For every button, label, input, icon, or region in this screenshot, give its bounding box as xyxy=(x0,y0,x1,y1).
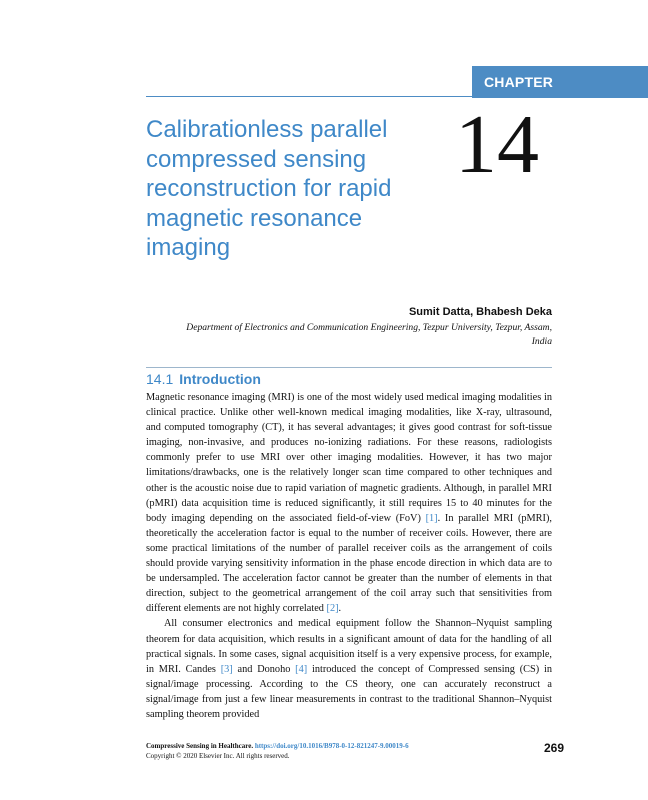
section-heading xyxy=(146,371,261,387)
section-rule xyxy=(146,367,552,368)
paragraph-2 xyxy=(146,616,552,722)
book-title: Compressive Sensing in Healthcare. xyxy=(146,742,254,750)
authors: Sumit Datta, Bhabesh Deka xyxy=(408,306,552,318)
page-footer xyxy=(146,742,426,761)
page-number: 269 xyxy=(543,741,564,755)
chapter-header-rule xyxy=(146,96,648,97)
citation-link[interactable]: [1] xyxy=(425,512,438,524)
citation-link[interactable]: [2] xyxy=(326,603,339,615)
citation-link[interactable]: [4] xyxy=(295,663,308,675)
paragraph-1 xyxy=(146,390,552,616)
paragraph-1-text-b: . In parallel MRI (pMRI), theoretically the acceleration factor is equal to the number of receiver coils. However, there are some practical limitations of the number of parallel receiver coils as the arrangement of coils should provide varying sensitivity information in the phase encode direction in which data are to be undersampled. The acceleration factor cannot be greater than the number of elements in that direction, subject to the geometrical arrangement of the coil array such that sensitivities from different elements are not highly correlated xyxy=(146,512,552,615)
paragraph-2-text-c: introduced the concept of Compressed sensing (CS) in signal/image processing. According to the CS theory, one can accurately reconstruct a signal/image from just a few linear measurements in contrast to the traditional Shannon–Nyquist sampling theorem provided xyxy=(146,663,552,720)
chapter-number: 14 xyxy=(455,98,539,191)
paragraph-1-text-c: . xyxy=(338,603,342,615)
section-title: Introduction xyxy=(179,371,261,387)
footer-source xyxy=(146,742,426,752)
paragraph-2-text-b: and Donoho xyxy=(232,663,296,675)
doi-link[interactable]: https://doi.org/10.1016/B978-0-12-821247-9.00019-6 xyxy=(254,742,409,750)
chapter-title: Calibrationless parallel compressed sensing reconstruction for rapid magnetic resonance imaging xyxy=(146,116,392,261)
paragraph-2-text-a: All consumer electronics and medical equipment follow the Shannon–Nyquist sampling theorem for data acquisition, which results in a significant amount of data for the handling of all practical signals. In some cases, signal acquisition itself is a very expensive process, for example, in MRI. Candes xyxy=(146,618,552,675)
affiliation: Department of Electronics and Communication Engineering, Tezpur University, Tezpur, Assam, India xyxy=(186,322,552,347)
chapter-label: CHAPTER xyxy=(472,66,648,98)
copyright: Copyright © 2020 Elsevier Inc. All rights reserved. xyxy=(146,751,290,760)
body-text xyxy=(146,390,552,722)
citation-link[interactable]: [3] xyxy=(220,663,233,675)
section-number: 14.1 xyxy=(146,371,174,387)
paragraph-1-text-a: Magnetic resonance imaging (MRI) is one of the most widely used medical imaging modalities in clinical practice. Unlike other well-known medical imaging modalities, like X-ray, ultrasound, and computed tomography (CT), it has several advantages; it gives good contrast for soft-tissue imaging, non-invasive, and produces no-ionizing radiations. For these reasons, radiologists commonly prefer to use MRI over other imaging modalities. However, it has two major limitations/drawbacks, one is the relatively longer scan time compared to other techniques and other is the acoustic noise due to rapid variation of magnetic gradients. Although, in parallel MRI (pMRI) data acquisition time is reduced significantly, it still requires 15 to 40 minutes for the body imaging depending on the associated field-of-view (FoV) xyxy=(146,392,552,524)
